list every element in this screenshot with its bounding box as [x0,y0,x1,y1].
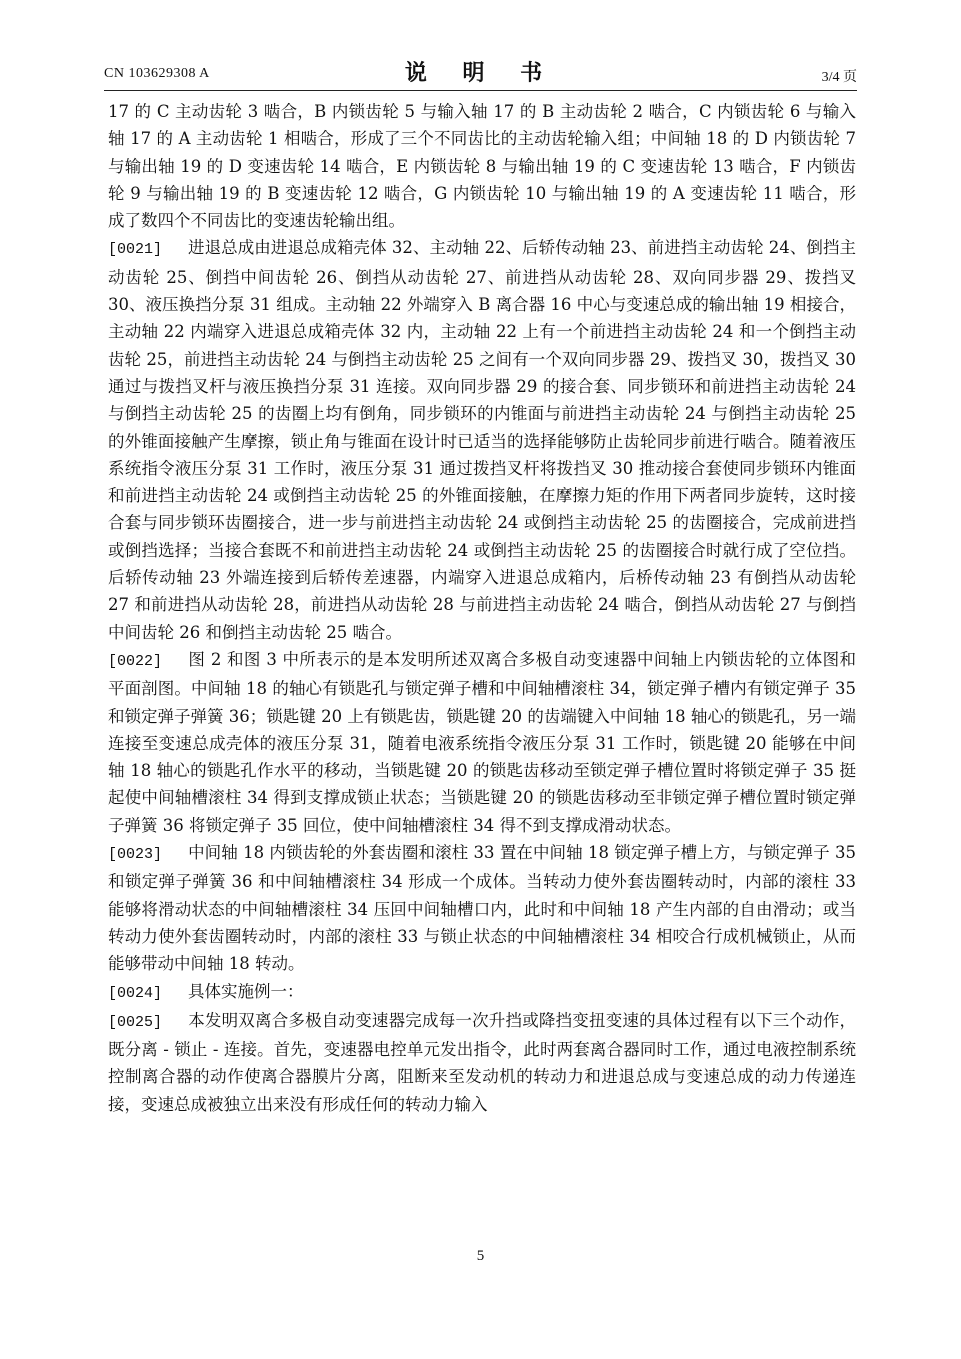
paragraph-text: 图 2 和图 3 中所表示的是本发明所述双离合多极自动变速器中间轴上内锁齿轮的立体图和平面剖图。中间轴 18 的轴心有锁匙孔与锁定弹子槽和中间轴槽滚柱 34，锁定弹子槽内有锁定弹子 35 和锁定弹子弹簧 36；锁匙键 20 上有锁匙齿，锁匙键 20 的齿端键入中间轴 18 轴心的锁匙孔，另一端连接至变速总成壳体的液压分泵 31，随着电液系统指令液压分泵 31 工作时，锁匙键 20 能够在中间轴 18 轴心的锁匙孔作水平的移动，当锁匙键 20 的锁匙齿移动至锁定弹子槽位置时将锁定弹子 35 挺起使中间轴槽滚柱 34 得到支撑成锁止状态；当锁匙键 20 的锁匙齿移动至非锁定弹子槽位置时锁定弹子弹簧 36 将锁定弹子 35 回位，使中间轴槽滚柱 34 得不到支撑成滑动状态。 [108,649,856,835]
paragraph-0024 [108,978,856,1007]
paragraph-number: [0021] [108,241,163,259]
paragraph-text: 17 的 C 主动齿轮 3 啮合，B 内锁齿轮 5 与输入轴 17 的 B 主动齿轮 2 啮合，C 内锁齿轮 6 与输入轴 17 的 A 主动齿轮 1 相啮合，形成了三个不同齿比的主动齿轮输入组；中间轴 18 的 D 内锁齿轮 7 与输出轴 19 的 D 变速齿轮 14 啮合，E 内锁齿轮 8 与输出轴 19 的 C 变速齿轮 13 啮合，F 内锁齿轮 9 与输出轴 19 的 B 变速齿轮 12 啮合，G 内锁齿轮 10 与输出轴 19 的 A 变速齿轮 11 啮合，形成了数四个不同齿比的变速齿轮输出组。 [108,102,856,231]
paragraph-0021 [108,234,856,645]
header-divider [104,90,857,91]
paragraph-0025 [108,1007,856,1118]
paragraph-text: 进退总成由进退总成箱壳体 32、主动轴 22、后轿传动轴 23、前进挡主动齿轮 24、倒挡主动齿轮 25、倒挡中间齿轮 26、倒挡从动齿轮 27、前进挡从动齿轮 28、双向同步器 29、拨挡叉 30、液压换挡分泵 31 组成。主动轴 22 外端穿入 B 离合器 16 中心与变速总成的输出轴 19 相接合，主动轴 22 内端穿入进退总成箱壳体 32 内，主动轴 22 上有一个前进挡主动齿轮 24 和一个倒挡主动齿轮 25，前进挡主动齿轮 24 与倒挡主动齿轮 25 之间有一个双向同步器 29、拨挡叉 30，拨挡叉 30 通过与拨挡叉杆与液压换挡分泵 31 连接。双向同步器 29 的接合套、同步锁环和前进挡主动齿轮 24 与倒挡主动齿轮 25 的齿圈上均有倒角，同步锁环的内锥面与前进挡主动齿轮 24 与倒挡主动齿轮 25 的外锥面接触产生摩擦，锁止角与锥面在设计时已适当的选择能够防止齿轮同步前进行啮合。随着液压系统指令液压分泵 31 工作时，液压分泵 31 通过拨挡叉杆将拨挡叉 30 推动接合套使同步锁环内锥面和前进挡主动齿轮 24 或倒挡主动齿轮 25 的外锥面接触，在摩擦力矩的作用下两者同步旋转，这时接合套与同步锁环齿圈接合，进一步与前进挡主动齿轮 24 或倒挡主动齿轮 25 的齿圈接合，完成前进挡或倒挡选择；当接合套既不和前进挡主动齿轮 24 或倒挡主动齿轮 25 的齿圈接合时就行成了空位挡。后轿传动轴 23 外端连接到后轿传差速器，内端穿入进退总成箱内，后桥传动轴 23 有倒挡从动齿轮 27 和前进挡从动齿轮 28，前进挡从动齿轮 28 与前进挡主动齿轮 24 啮合，倒挡从动齿轮 27 与倒挡中间齿轮 26 和倒挡主动齿轮 25 啮合。 [108,238,856,642]
page-header [104,56,857,90]
page-indicator: 3/4 页 [821,70,857,85]
paragraph-continued [108,98,856,234]
paragraph-number: [0024] [108,984,163,1002]
page-number: 5 [476,1248,485,1264]
paragraph-number: [0023] [108,846,163,864]
paragraph-0023 [108,839,856,977]
patent-number: CN 103629308 A [104,66,210,81]
document-title: 说 明 书 [404,60,557,86]
paragraph-text: 中间轴 18 内锁齿轮的外套齿圈和滚柱 33 置在中间轴 18 锁定弹子槽上方，与锁定弹子 35 和锁定弹子弹簧 36 和中间轴槽滚柱 34 形成一个成体。当转动力使外套齿圈转动时，内部的滚柱 33 能够将滑动状态的中间轴槽滚柱 34 压回中间轴槽口内，此时和中间轴 18 产生内部的自由滑动；或当转动力使外套齿圈转动时，内部的滚柱 33 与锁止状态的中间轴槽滚柱 34 相咬合行成机械锁止，从而能够带动中间轴 18 转动。 [108,843,856,974]
paragraph-number: [0022] [108,652,163,670]
paragraph-text: 具体实施例一： [188,981,304,1001]
paragraph-0022 [108,646,856,839]
document-body [108,98,856,1118]
paragraph-number: [0025] [108,1013,163,1031]
paragraph-text: 本发明双离合多极自动变速器完成每一次升挡或降挡变扭变速的具体过程有以下三个动作，既分离 - 锁止 - 连接。首先，变速器电控单元发出指令，此时两套离合器同时工作，通过电液控制系统控制离合器的动作使离合器膜片分离，阻断来至发动机的转动力和进退总成与变速总成的动力传递连接，变速总成被独立出来没有形成任何的转动力输入 [108,1010,856,1114]
